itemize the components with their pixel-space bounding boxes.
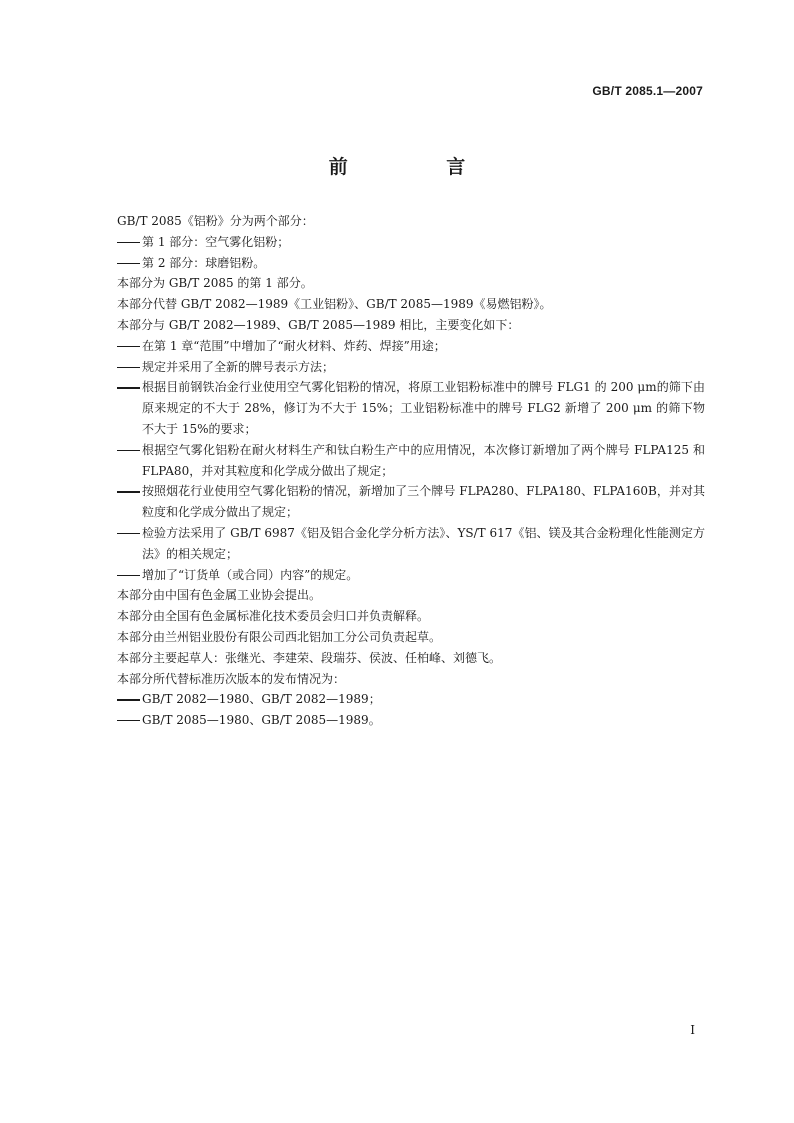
dash-marker (117, 565, 142, 586)
list-item (117, 253, 705, 274)
dash-marker (117, 523, 142, 544)
list-item (117, 377, 705, 439)
dash-marker (117, 440, 142, 461)
dash-marker (117, 253, 142, 274)
paragraph: 本部分与 GB/T 2082—1989、GB/T 2085—1989 相比，主要变化如下： (117, 317, 520, 332)
paragraph: 本部分主要起草人：张继光、李建荣、段瑞芬、侯波、任柏峰、刘德飞。 (117, 650, 502, 665)
dash-marker (117, 336, 142, 357)
list-item (117, 481, 705, 523)
dash-marker (117, 357, 142, 378)
list-item-text: 第 2 部分：球磨铝粉。 (142, 255, 266, 270)
list-item (117, 357, 705, 378)
list-item-text: 根据空气雾化铝粉在耐火材料生产和钛白粉生产中的应用情况，本次修订新增加了两个牌号 FLPA125 和 FLPA80，并对其粒度和化学成分做出了规定； (142, 442, 705, 478)
paragraph: 本部分为 GB/T 2085 的第 1 部分。 (117, 276, 313, 291)
paragraph: 本部分由中国有色金属工业协会提出。 (117, 588, 322, 603)
list-item (117, 336, 705, 357)
paragraph: GB/T 2085《铝粉》分为两个部分： (117, 214, 314, 228)
list-item (117, 689, 705, 710)
list-item-text: 在第 1 章“范围”中增加了“耐火材料、炸药、焊接”用途； (142, 338, 446, 353)
dash-marker (117, 377, 142, 398)
paragraph: 本部分代替 GB/T 2082—1989《工业铝粉》、GB/T 2085—1989《易燃铝粉》。 (117, 297, 552, 312)
dash-marker (117, 232, 142, 253)
list-item-text: 规定并采用了全新的牌号表示方法； (142, 359, 335, 374)
foreword-body (117, 211, 705, 731)
list-item (117, 710, 705, 731)
dash-marker (117, 689, 142, 710)
list-item-text: GB/T 2085—1980、GB/T 2085—1989。 (142, 713, 381, 728)
list-item (117, 232, 705, 253)
list-item-text: 按照烟花行业使用空气雾化铝粉的情况，新增加了三个牌号 FLPA280、FLPA180、FLPA160B，并对其粒度和化学成分做出了规定； (142, 484, 705, 520)
list-item (117, 523, 705, 565)
page-number: I (690, 1023, 695, 1037)
paragraph: 本部分由兰州铝业股份有限公司西北铝加工分公司负责起草。 (117, 629, 442, 644)
list-item (117, 440, 705, 482)
page-title: 前 言 (328, 156, 512, 178)
list-item-text: GB/T 2082—1980、GB/T 2082—1989； (142, 692, 381, 707)
paragraph: 本部分所代替标准历次版本的发布情况为： (117, 671, 346, 686)
list-item-text: 根据目前钢铁冶金行业使用空气雾化铝粉的情况，将原工业铝粉标准中的牌号 FLG1 的 200 μm的筛下由原来规定的不大于 28%，修订为不大于 15%；工业铝粉标准中的牌号 FLG2 新增了 200 μm 的筛下物不大于 15%的要求； (142, 380, 705, 436)
standard-number: GB/T 2085.1—2007 (592, 84, 703, 98)
list-item-text: 增加了“订货单（或合同）内容”的规定。 (142, 567, 359, 582)
paragraph: 本部分由全国有色金属标准化技术委员会归口并负责解释。 (117, 609, 430, 624)
list-item-text: 检验方法采用了 GB/T 6987《铝及铝合金化学分析方法》、YS/T 617《铝、镁及其合金粉理化性能测定方法》的相关规定； (142, 525, 705, 561)
dash-marker (117, 481, 142, 502)
list-item-text: 第 1 部分：空气雾化铝粉； (142, 234, 290, 249)
list-item (117, 565, 705, 586)
dash-marker (117, 710, 142, 731)
